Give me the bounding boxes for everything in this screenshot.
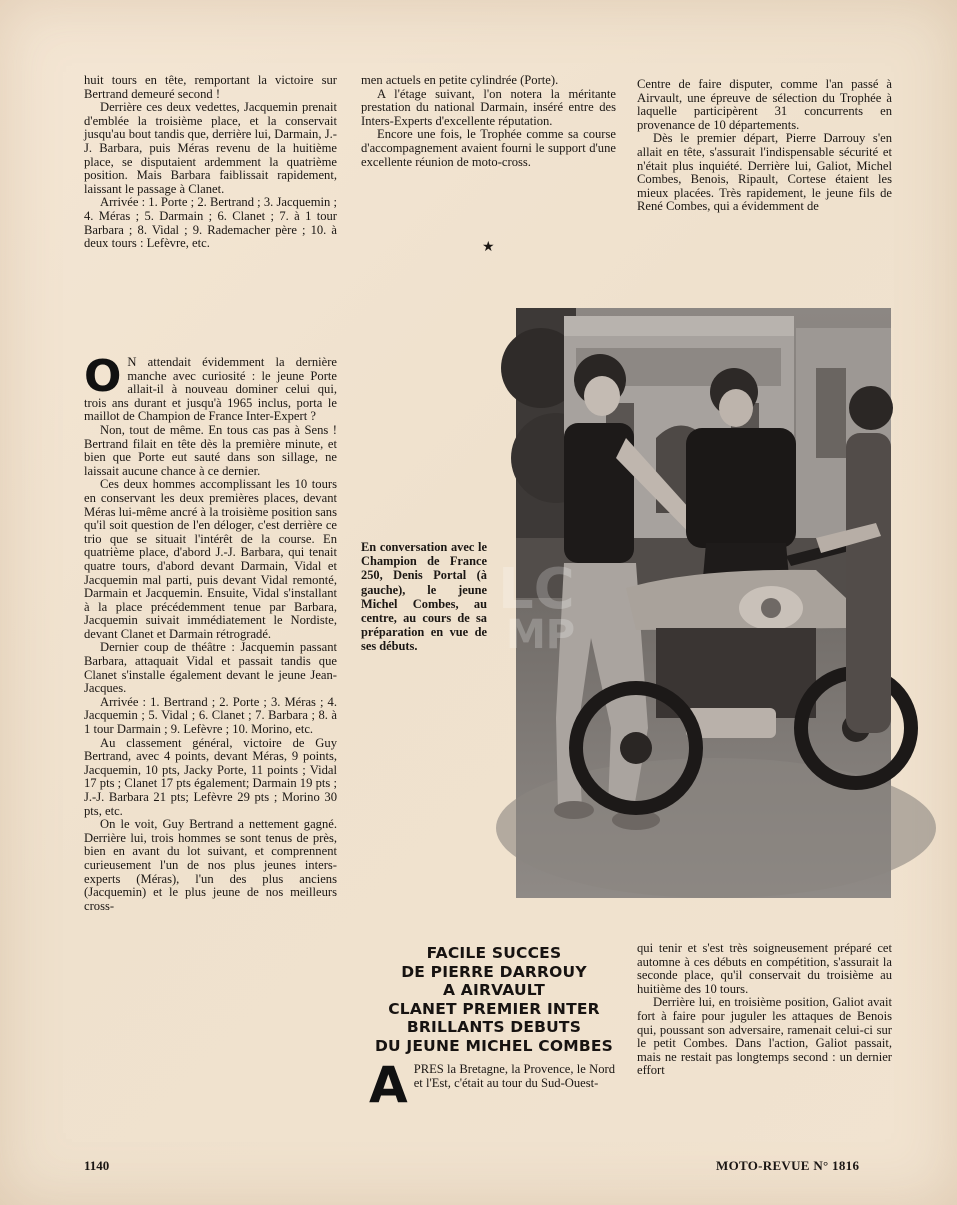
lead-text: PRES la Bretagne, la Provence, le Nord et l'Est, c'était au tour du Sud-Ouest- [413,1062,615,1090]
headline-line: DU JEUNE MICHEL COMBES [374,1036,614,1055]
svg-text:MP: MP [506,612,576,658]
magazine-issue: MOTO-REVUE N° 1816 [716,1158,860,1173]
drop-cap: O [84,351,122,402]
paragraph: Centre de faire disputer, comme l'an passé à Airvault, une épreuve de sélection du Trophée à laquelle participèrent 31 concurrents en provenance de 10 départements. [637,77,892,132]
page-number: 1140 [84,1158,110,1173]
results-paragraph: Arrivée : 1. Bertrand ; 2. Porte ; 3. Méras ; 4. Jacquemin ; 5. Vidal ; 6. Clanet ; 7. Barbara ; 8. à 1 tour Darmain ; 9. Lefèvre ; 10. Morino, etc. [84,694,337,737]
photo-caption: En conversation avec le Champion de France 250, Denis Portal (à gauche), le jeune Michel Combes, au centre, au cours de sa préparation en vue de ses débuts. [361,540,487,654]
svg-text:LC: LC [498,557,575,622]
paragraph: A l'étage suivant, l'on notera la méritante prestation du national Darmain, inséré entre des Inters-Experts d'excellente réputation. [361,86,616,128]
paragraph: men actuels en petite cylindrée (Porte). [361,73,559,87]
paragraph: Non, tout de même. En tous cas pas à Sens ! Bertrand filait en tête dès la première minute, et bien que Porte eut sauté dans son sillage, ne laissait aucune chance à ce dernier. [84,422,337,478]
standings-paragraph: Au classement général, victoire de Guy Bertrand, avec 4 points, devant Méras, 9 points, Jacquemin, 10 pts, Jacky Porte, 11 points ; Vidal 17 pts ; Clanet 17 pts également; Darmain 19 pts ; J.-J. Barbara 21 pts; Lefèvre 29 pts ; Morino 30 pts, etc. [84,735,337,818]
results-paragraph: Arrivée : 1. Porte ; 2. Bertrand ; 3. Jacquemin ; 4. Méras ; 5. Darmain ; 6. Clanet ; 7. à 1 tour Barbara ; 8. Vidal ; 9. Rademacher père ; 10. à deux tours : Lefèvre, etc. [84,195,337,251]
photo-riders-with-motorcycle [498,308,891,898]
paragraph: Ces deux hommes accomplissant les 10 tours en conservant les deux premières places, devant Méras lui-même ancré à la troisième position sans qu'il soit question de l'en déloger, c'est derrière ce trio que se situait l'intérêt de la course. En quatrième place, d'abord J.-J. Barbara, qui tenait quatre tours, d'abord devant Darmain, Vidal et Jacquemin mal parti, puis devant Vidal remonté, Darmain et Jacquemin. Ensuite, Vidal s'installant à la place précédemment tenue par Barbara, Jacquemin suivait immédiatement le Nordiste, devant Clanet et Darmain rétrogradé. [84,477,337,641]
paragraph: Derrière ces deux vedettes, Jacquemin prenait d'emblée la troisième place, et la conservait jusqu'au bout tandis que, derrière lui, Darmain, J.-J. Barbara, puis Méras revenu de la huitième place, se disputaient ardemment la quatrième position. Mais Barbara faiblissait rapidement, laissant le passage à Clanet. [84,100,337,196]
headline-line: DE PIERRE DARROUY [401,962,587,981]
column-1-body [84,351,337,913]
headline-line: CLANET PREMIER INTER [388,999,600,1018]
lead-paragraph [369,1056,615,1114]
paragraph: Dernier coup de théâtre : Jacquemin passant Barbara, attaquait Vidal et passait tandis que Clanet s'installe également devant le jeune Jean-Jacques. [84,640,337,696]
column-1-top [84,74,337,251]
photo-illustration [498,308,891,898]
paragraph: huit tours en tête, remportant la victoire sur Bertrand demeuré second ! [84,73,337,101]
headline-line: A AIRVAULT [442,981,546,1000]
column-3-top [637,78,892,214]
headline-line: BRILLANTS DEBUTS [406,1018,582,1037]
headline-line: FACILE SUCCES [426,944,562,962]
drop-cap: A [369,1056,408,1114]
lead-paragraph [84,351,337,424]
column-3-bottom [637,942,892,1078]
section-separator-star: ★ [482,239,495,255]
paragraph: qui tenir et s'est très soigneusement préparé cet automne à ces débuts en compétition, s'assurait la seconde place, qu'il conservait du troisième au huitième des 10 tours. [637,941,892,996]
lead-text: N attendait évidemment la dernière manche avec curiosité : le jeune Porte allait-il à nouveau dominer celui qui, trois ans durant et jusqu'à 1965 inclus, porta le maillot de Champion de France Inter-Expert ? [84,355,337,424]
column-2-top [361,74,616,169]
article-headline [374,944,614,1056]
paragraph: Derrière lui, en troisième position, Galiot avait fort à faire pour juguler les attaques de Benois qui, poussant son adversaire, ramenait celui-ci sur le petit Combes. Dans l'action, Galiot passait, mais ne restait pas longtemps second : un dernier effort [637,995,892,1078]
paragraph: Dès le premier départ, Pierre Darrouy s'en allait en tête, s'assurait l'indispensable sécurité et n'était plus inquiété. Derrière lui, Galiot, Michel Combes, Benois, Ripault, Cortese étaient les mieux placées. Très rapidement, le jeune fils de René Combes, qui a évidemment de [637,131,892,214]
paragraph: On le voit, Guy Bertrand a nettement gagné. Derrière lui, trois hommes se sont tenus de près, bien en avant du lot suivant, et comprennent curieusement l'un de nos plus jeunes inters-experts (Méras), l'un des plus anciens (Jacquemin) et le plus jeune de nos meilleurs cross- [84,817,337,913]
column-2-bottom [369,1056,615,1114]
paragraph: Encore une fois, le Trophée comme sa course d'accompagnement avaient fourni le support d'une excellente réunion de moto-cross. [361,127,616,169]
